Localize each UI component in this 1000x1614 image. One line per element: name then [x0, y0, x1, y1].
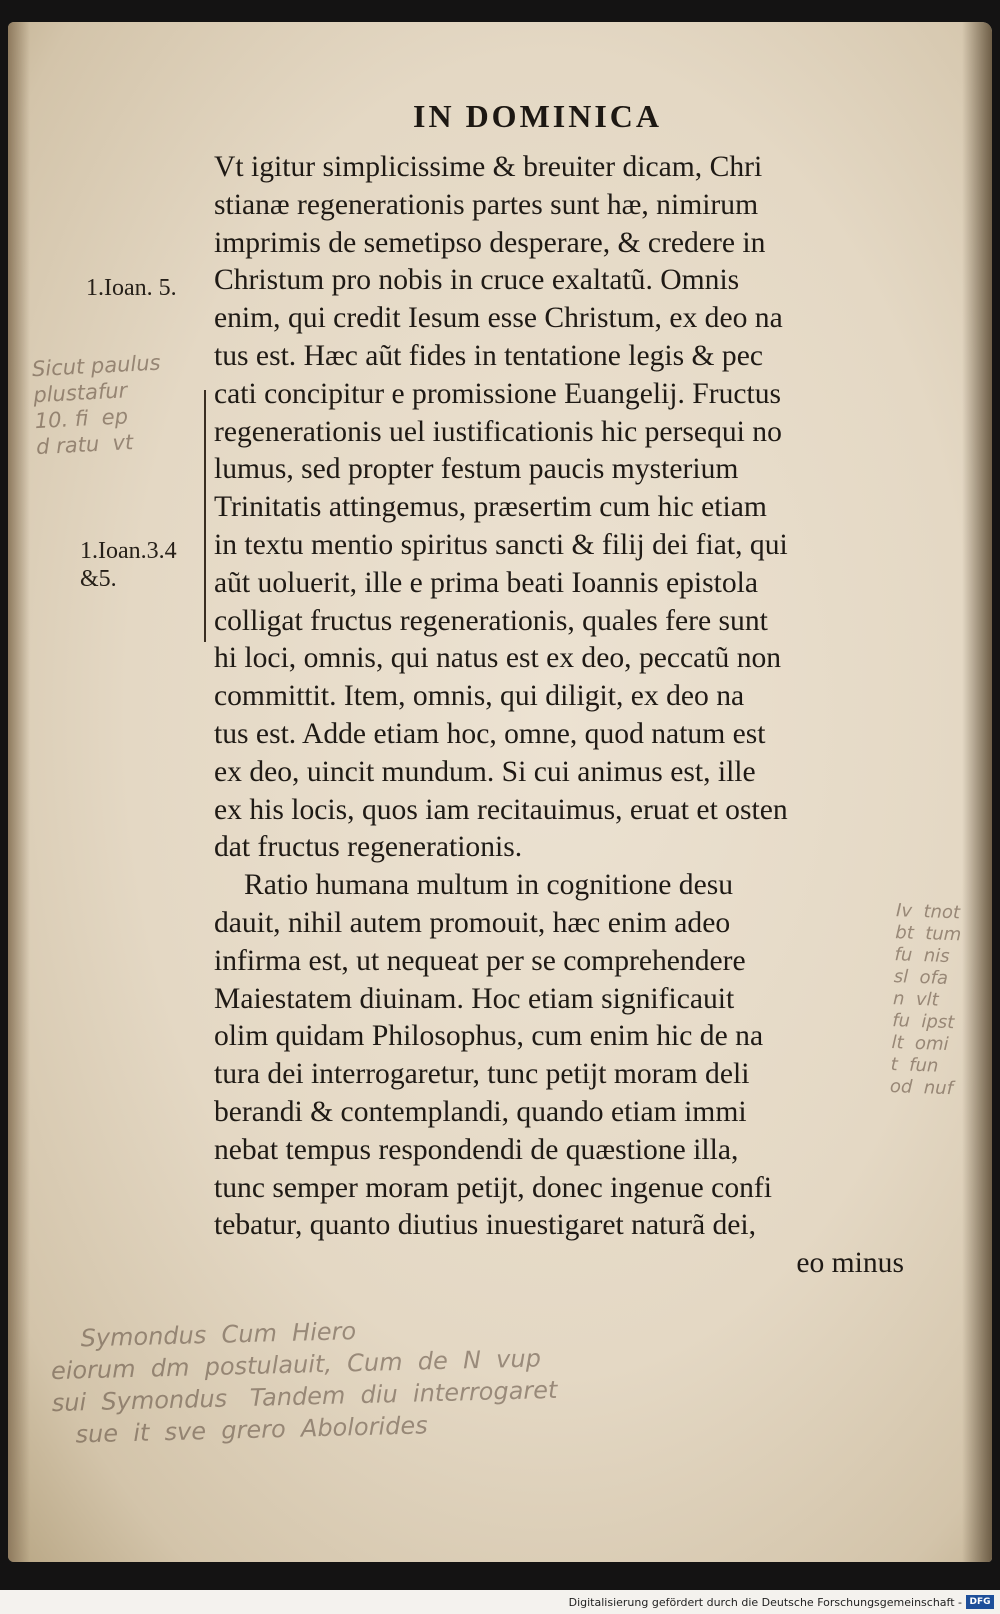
- text-line: olim quidam Philosophus, cum enim hic de na: [214, 1020, 764, 1053]
- marginal-note-2: 1.Ioan.3.4 &5.: [80, 538, 177, 592]
- text-line: aũt uoluerit, ille e prima beati Ioannis epistola: [214, 566, 759, 599]
- text-line: eo minus: [796, 1247, 904, 1280]
- text-line: dat fructus regenerationis.: [214, 831, 523, 864]
- text-line: ex his locis, quos iam recitauimus, eruat et osten: [214, 793, 788, 826]
- text-line: Ratio humana multum in cognitione desu: [244, 869, 734, 902]
- text-line: infirma est, ut nequeat per se comprehendere: [214, 944, 746, 977]
- handwritten-note-bottom: Symondus Cum Hiero eiorum dm postulauit, Cum de N vup sui Symondus Tandem diu interrogaret sue it sve grero Abolorides: [34, 1317, 558, 1450]
- text-line: regenerationis uel iustificationis hic persequi no: [214, 415, 782, 448]
- text-line: in textu mentio spiritus sancti & filij dei fiat, qui: [214, 528, 788, 561]
- dfg-logo: DFG: [966, 1595, 994, 1609]
- text-line: ex deo, uincit mundum. Si cui animus est, ille: [214, 755, 756, 788]
- text-line: Vt igitur simplicissime & breuiter dicam, Chri: [214, 151, 763, 183]
- text-line: berandi & contemplandi, quando etiam immi: [214, 1095, 747, 1128]
- text-line: lumus, sed propter festum paucis mysterium: [214, 453, 739, 486]
- text-line: colligat fructus regenerationis, quales fere sunt: [214, 604, 768, 637]
- text-line: stianæ regenerationis partes sunt hæ, nimirum: [214, 188, 759, 221]
- text-line: tura dei interrogaretur, tunc petijt moram deli: [214, 1058, 750, 1091]
- text-line: Maiestatem diuinam. Hoc etiam significauit: [214, 982, 735, 1015]
- text-line: Christum pro nobis in cruce exaltatũ. Omnis: [214, 264, 740, 297]
- text-line: tus est. Hæc aũt fides in tentatione legis & pec: [214, 339, 764, 372]
- marginal-note-1: 1.Ioan. 5.: [86, 275, 177, 301]
- text-line: imprimis de semetipso desperare, & credere in: [214, 226, 766, 259]
- footer-credit: Digitalisierung gefördert durch die Deutsche Forschungsgemeinschaft -: [568, 1596, 962, 1609]
- text-line: Trinitatis attingemus, præsertim cum hic etiam: [214, 491, 767, 524]
- text-line: tunc semper moram petijt, donec ingenue confi: [214, 1171, 772, 1204]
- text-line: nebat tempus respondendi de quæstione illa,: [214, 1133, 739, 1166]
- text-line: enim, qui credit Iesum esse Christum, ex deo na: [214, 302, 783, 335]
- book-page: [8, 22, 992, 1562]
- handwritten-note-right: Iv tnot bt tum fu nis sl ofa n vlt fu ipst lt omi t fun od nuf: [889, 900, 962, 1100]
- running-header: IN DOMINICA: [413, 98, 662, 134]
- body-text: [214, 149, 904, 1283]
- text-line: committit. Item, omnis, qui diligit, ex deo na: [214, 680, 745, 713]
- text-line: cati concipitur e promissione Euangelij. Fructus: [214, 377, 782, 410]
- text-line: hi loci, omnis, qui natus est ex deo, peccatũ non: [214, 642, 782, 675]
- footer-bar: [0, 1590, 1000, 1614]
- handwritten-note-left: Sicut paulus plustafur 10. fi ep d ratu vt: [31, 350, 162, 460]
- text-line: dauit, nihil autem promouit, hæc enim adeo: [214, 906, 731, 939]
- text-line: tus est. Adde etiam hoc, omne, quod natum est: [214, 717, 766, 750]
- text-line: tebatur, quanto diutius inuestigaret naturã dei,: [214, 1209, 757, 1242]
